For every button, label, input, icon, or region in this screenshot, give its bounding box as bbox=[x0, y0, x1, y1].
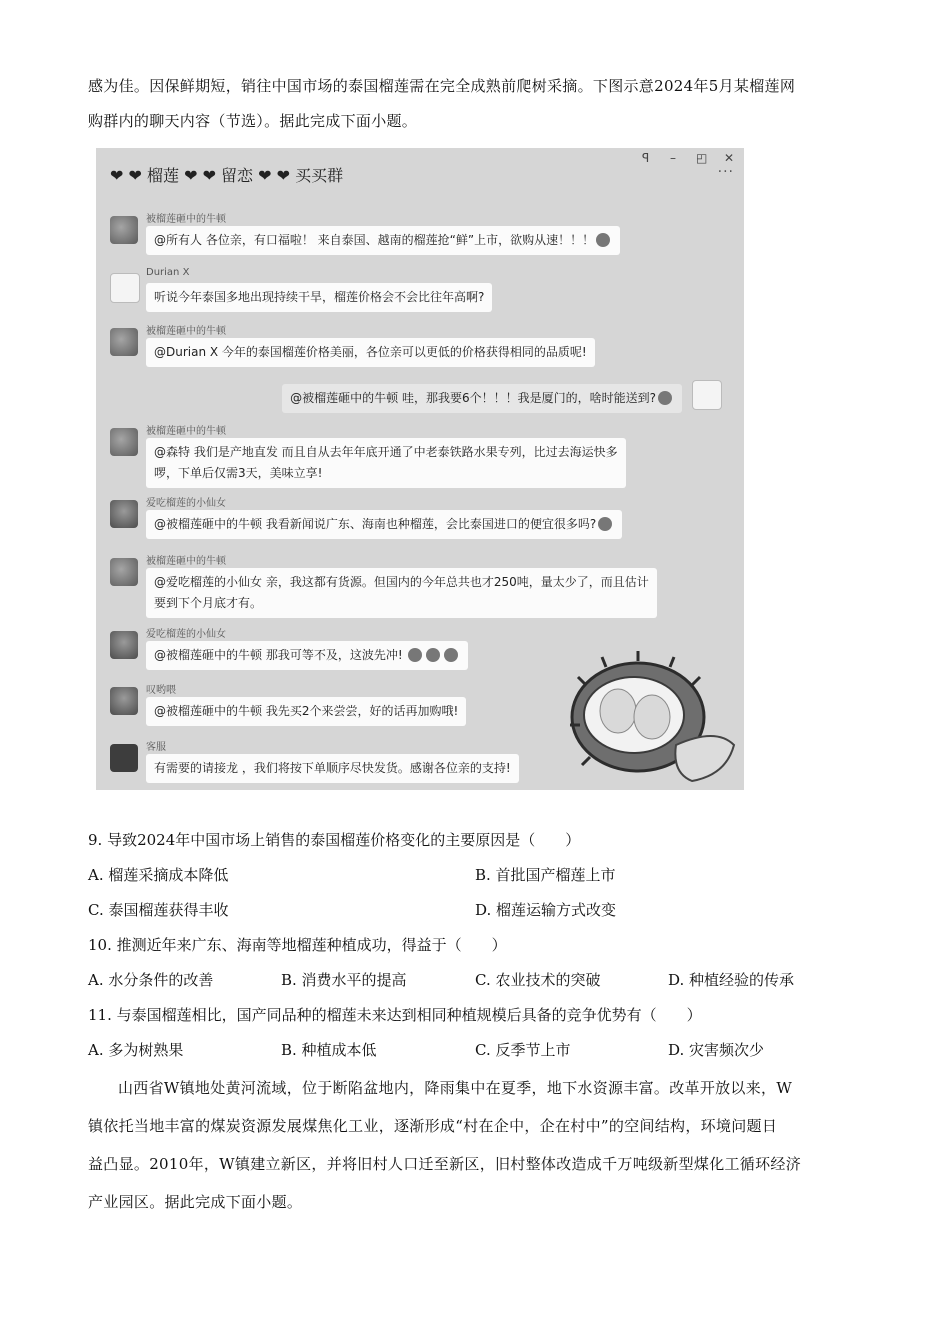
message-bubble: @被榴莲砸中的牛顿 那我可等不及，这波先冲! bbox=[146, 641, 468, 670]
question-9-option-b[interactable]: B. 首批国产榴莲上市 bbox=[475, 866, 616, 884]
message-bubble: 听说今年泰国多地出现持续干旱，榴莲价格会不会比往年高啊? bbox=[146, 283, 492, 312]
question-9-stem: 9. 导致2024年中国市场上销售的泰国榴莲价格变化的主要原因是（ ） bbox=[88, 831, 581, 849]
sender-name: 被榴莲砸中的牛顿 bbox=[146, 326, 226, 337]
avatar bbox=[110, 500, 138, 528]
passage-2-line-2: 镇依托当地丰富的煤炭资源发展煤焦化工业，逐渐形成“村在企中，企在村中”的空间结构，环境问题日 bbox=[88, 1117, 778, 1135]
sender-name: 被榴莲砸中的牛顿 bbox=[146, 426, 226, 437]
message-bubble: @被榴莲砸中的牛顿 我先买2个来尝尝，好的话再加购哦! bbox=[146, 697, 466, 726]
chat-title-bar bbox=[96, 148, 744, 198]
avatar bbox=[110, 328, 138, 356]
intro-line-1: 感为佳。因保鲜期短，销往中国市场的泰国榴莲需在完全成熟前爬树采摘。下图示意2024年5月某榴莲网 bbox=[88, 77, 796, 95]
avatar bbox=[110, 428, 138, 456]
emoji-icon bbox=[444, 648, 458, 662]
avatar bbox=[692, 380, 722, 410]
emoji-icon bbox=[426, 648, 440, 662]
message-bubble: @被榴莲砸中的牛顿 哇，那我要6个！！！我是厦门的，啥时能送到? bbox=[282, 384, 682, 413]
question-10-option-d[interactable]: D. 种植经验的传承 bbox=[668, 971, 795, 989]
question-11-option-a[interactable]: A. 多为树熟果 bbox=[88, 1041, 184, 1059]
avatar bbox=[110, 273, 140, 303]
chat-screenshot bbox=[96, 148, 744, 790]
sender-name: 客服 bbox=[146, 742, 166, 753]
avatar bbox=[110, 558, 138, 586]
avatar bbox=[110, 687, 138, 715]
passage-2-line-4: 产业园区。据此完成下面小题。 bbox=[88, 1193, 303, 1211]
question-10-option-a[interactable]: A. 水分条件的改善 bbox=[88, 971, 214, 989]
question-9-option-d[interactable]: D. 榴莲运输方式改变 bbox=[475, 901, 617, 919]
more-options-icon[interactable]: ··· bbox=[717, 164, 734, 180]
avatar bbox=[110, 216, 138, 244]
minimize-icon[interactable]: – bbox=[670, 151, 676, 165]
sender-name: 被榴莲砸中的牛顿 bbox=[146, 214, 226, 225]
emoji-icon bbox=[408, 648, 422, 662]
sender-name: Durian X bbox=[146, 267, 190, 278]
close-icon[interactable]: ✕ bbox=[724, 151, 735, 165]
question-11-stem: 11. 与泰国榴莲相比，国产同品种的榴莲未来达到相同种植规模后具备的竞争优势有（ ） bbox=[88, 1006, 702, 1024]
message-bubble: @所有人 各位亲，有口福啦！ 来自泰国、越南的榴莲抢“鲜”上市，欲购从速！！！ bbox=[146, 226, 620, 255]
message-bubble: @Durian X 今年的泰国榴莲价格美丽，各位亲可以更低的价格获得相同的品质呢! bbox=[146, 338, 595, 367]
avatar bbox=[110, 744, 138, 772]
question-11-option-c[interactable]: C. 反季节上市 bbox=[475, 1041, 571, 1059]
durian-illustration-icon bbox=[566, 645, 744, 790]
sender-name: 叹哟喂 bbox=[146, 685, 176, 696]
sender-name: 爱吃榴莲的小仙女 bbox=[146, 498, 226, 509]
question-9-option-c[interactable]: C. 泰国榴莲获得丰收 bbox=[88, 901, 229, 919]
question-10-stem: 10. 推测近年来广东、海南等地榴莲种植成功，得益于（ ） bbox=[88, 936, 507, 954]
question-10-option-b[interactable]: B. 消费水平的提高 bbox=[281, 971, 407, 989]
message-bubble: @被榴莲砸中的牛顿 我看新闻说广东、海南也种榴莲，会比泰国进口的便宜很多吗? bbox=[146, 510, 622, 539]
sender-name: 被榴莲砸中的牛顿 bbox=[146, 556, 226, 567]
message-bubble: @爱吃榴莲的小仙女 亲，我这都有货源。但国内的今年总共也才250吨，量太少了，而且估计 要到下个月底才有。 bbox=[146, 568, 657, 618]
avatar bbox=[110, 631, 138, 659]
question-11-option-d[interactable]: D. 灾害频次少 bbox=[668, 1041, 765, 1059]
message-bubble: @森特 我们是产地直发 而且自从去年年底开通了中老泰铁路水果专列，比过去海运快多 啰，下单后仅需3天，美味立享! bbox=[146, 438, 626, 488]
passage-2-line-3: 益凸显。2010年，W镇建立新区，并将旧村人口迁至新区，旧村整体改造成千万吨级新型煤化工循环经济 bbox=[88, 1155, 801, 1173]
question-10-option-c[interactable]: C. 农业技术的突破 bbox=[475, 971, 601, 989]
emoji-icon bbox=[598, 517, 612, 531]
chat-group-title: ❤ ❤ 榴莲 ❤ ❤ 留恋 ❤ ❤ 买买群 bbox=[110, 166, 344, 185]
intro-line-2: 购群内的聊天内容（节选）。据此完成下面小题。 bbox=[88, 112, 418, 130]
intro-paragraph bbox=[88, 69, 868, 139]
sender-name: 爱吃榴莲的小仙女 bbox=[146, 629, 226, 640]
emoji-icon bbox=[596, 233, 610, 247]
question-11-option-b[interactable]: B. 种植成本低 bbox=[281, 1041, 377, 1059]
emoji-icon bbox=[658, 391, 672, 405]
maximize-icon[interactable]: ◰ bbox=[696, 151, 708, 165]
question-9-option-a[interactable]: A. 榴莲采摘成本降低 bbox=[88, 866, 229, 884]
pin-icon[interactable]: ꟼ bbox=[642, 151, 650, 165]
passage-2-line-1: 山西省W镇地处黄河流域，位于断陷盆地内，降雨集中在夏季，地下水资源丰富。改革开放以来，W bbox=[118, 1079, 793, 1097]
passage-2 bbox=[88, 1069, 868, 1221]
message-bubble: 有需要的请接龙 ，我们将按下单顺序尽快发货。感谢各位亲的支持! bbox=[146, 754, 519, 783]
